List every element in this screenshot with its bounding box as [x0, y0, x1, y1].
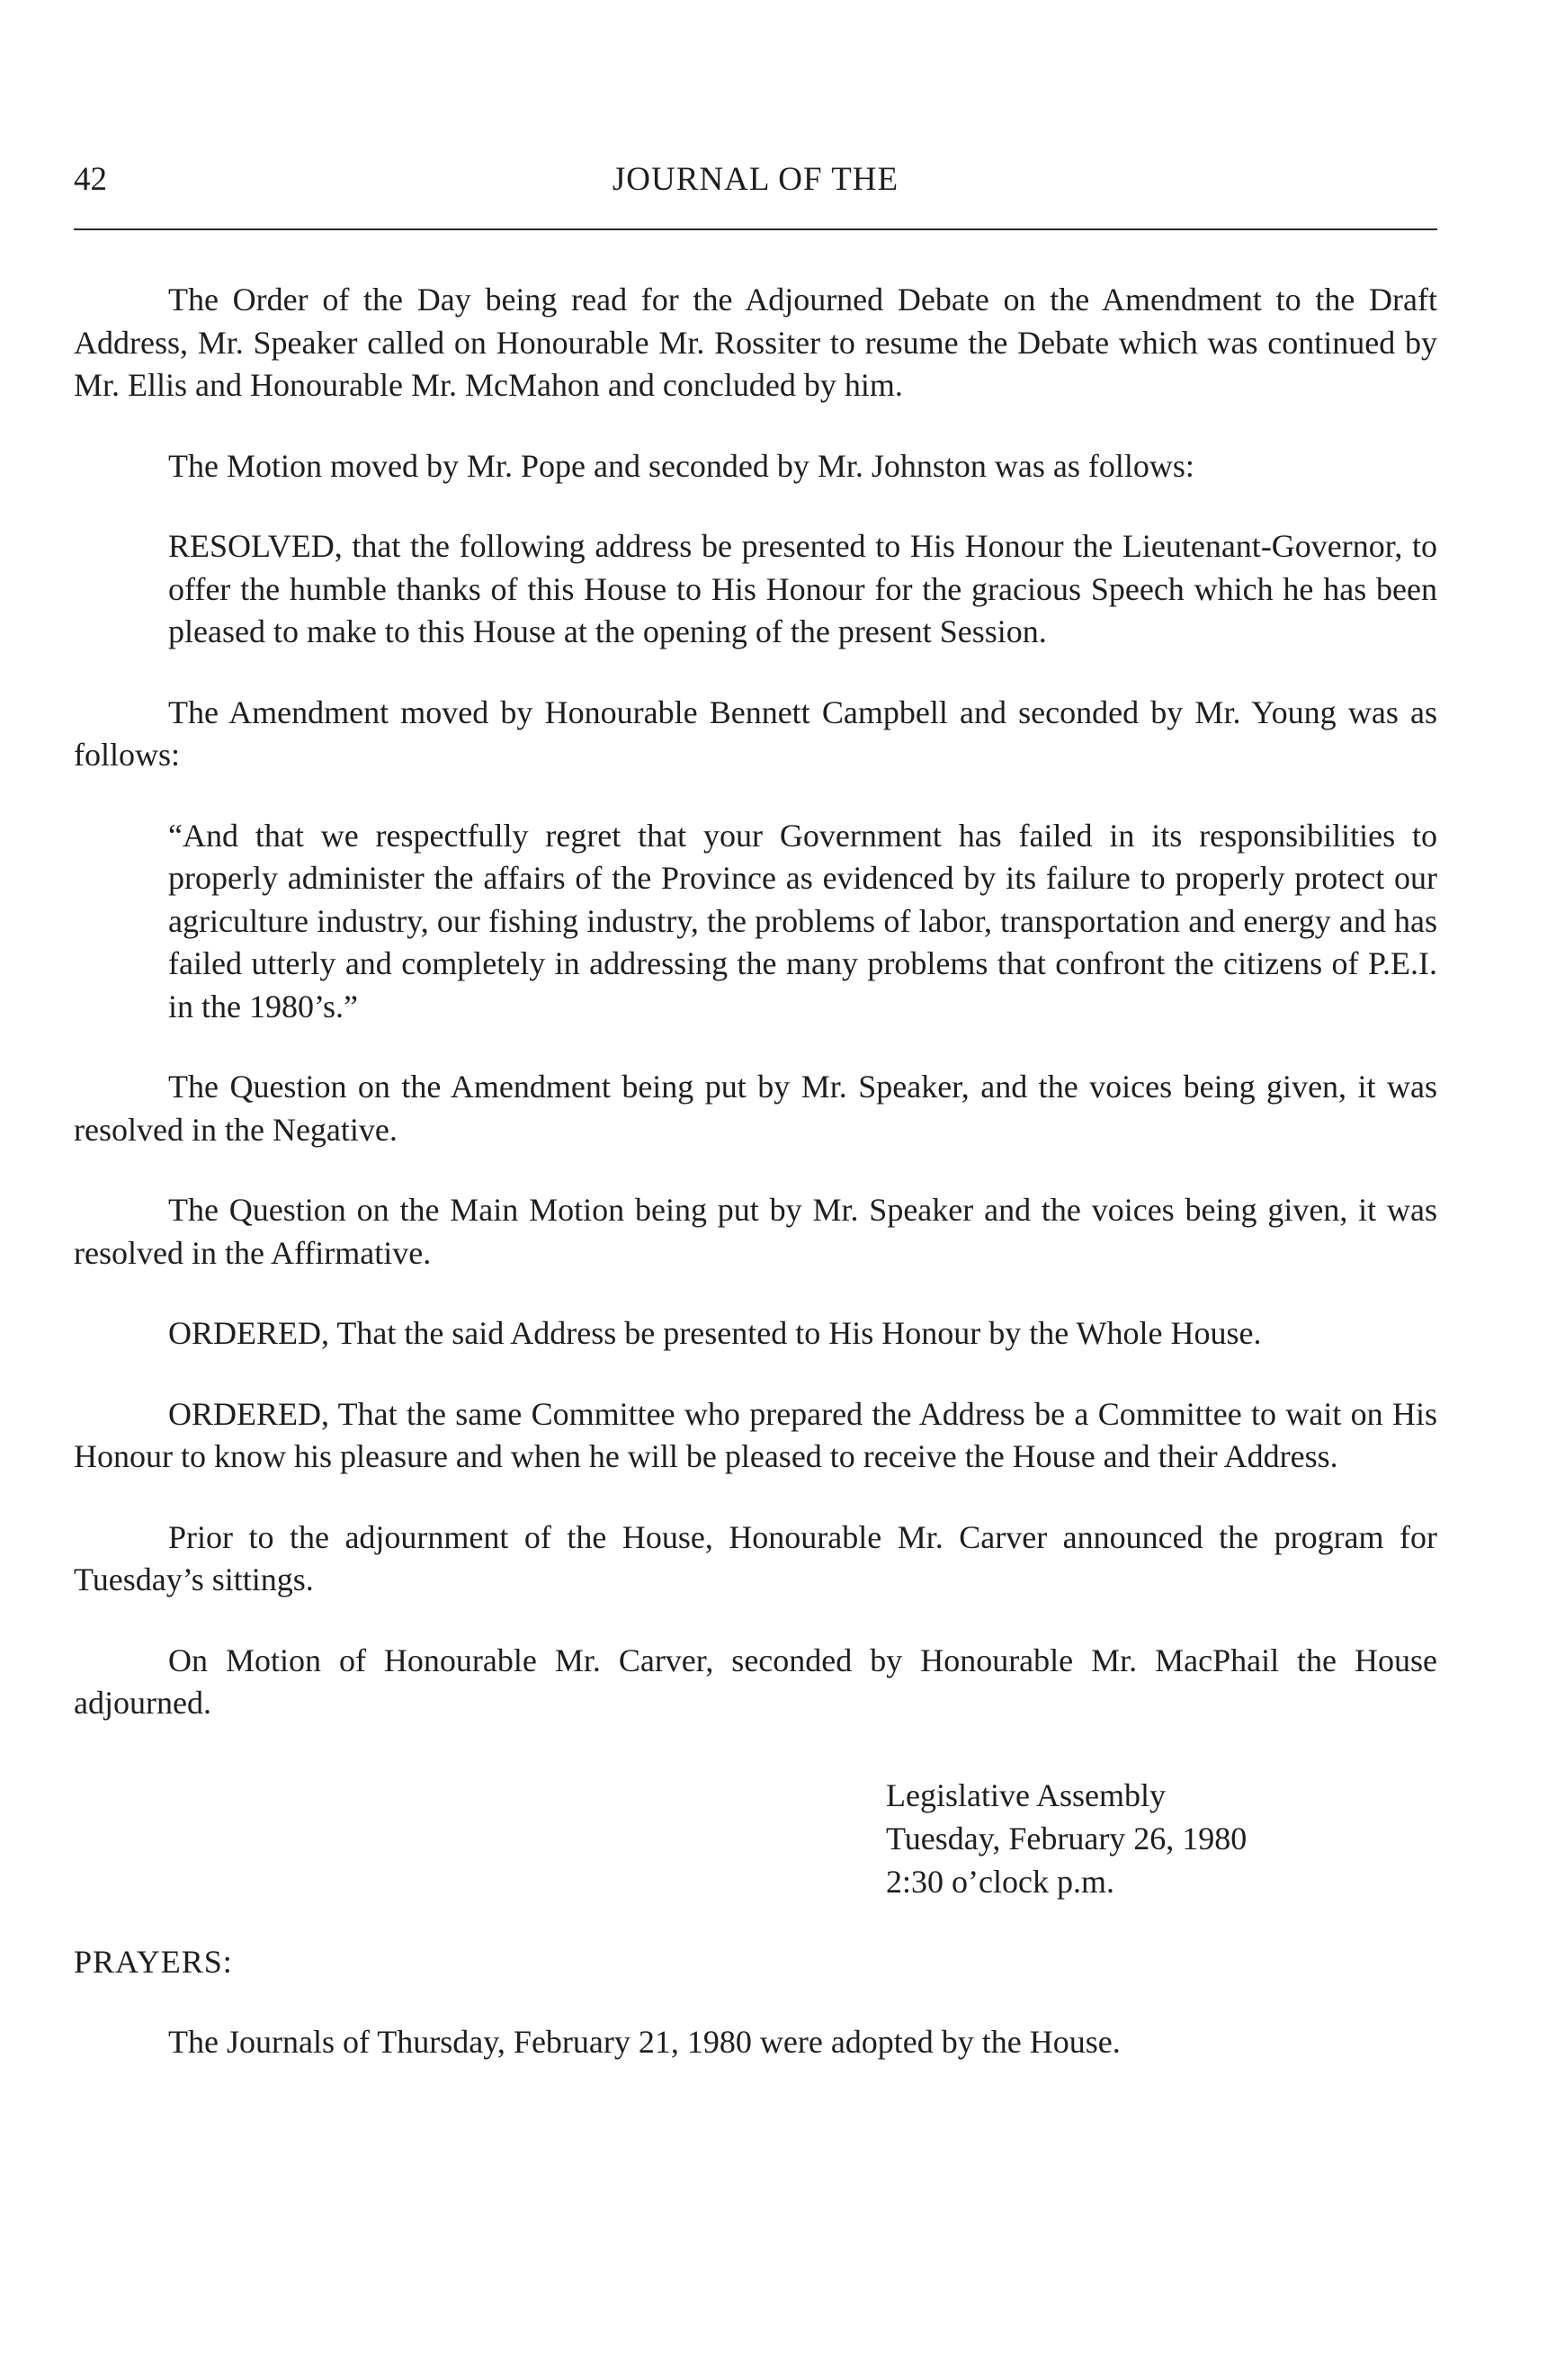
- paragraph-main-motion-vote: The Question on the Main Motion being put by Mr. Speaker and the voices being given, it was resolved in the Affirmative.: [74, 1192, 1437, 1271]
- paragraph-order-address: ORDERED, That the said Address be presented to His Honour by the Whole House.: [168, 1315, 1262, 1351]
- sitting-time: 2:30 o’clock p.m.: [886, 1863, 1114, 1900]
- paragraph-journals-adopted: The Journals of Thursday, February 21, 1980 were adopted by the House.: [168, 2024, 1121, 2060]
- journal-page: [74, 151, 1437, 2060]
- header-rule: [74, 228, 1437, 230]
- page-header: [74, 151, 1437, 209]
- sitting-body: Legislative Assembly: [886, 1776, 1166, 1813]
- paragraph-amendment-vote: The Question on the Amendment being put by Mr. Speaker, and the voices being given, it was resolved in the Negative.: [74, 1069, 1437, 1148]
- journal-body: [74, 279, 1437, 2102]
- paragraph-program-announcement: Prior to the adjournment of the House, Honourable Mr. Carver announced the program for Tuesday’s sittings.: [74, 1518, 1437, 1597]
- paragraph-adjourned-debate: The Order of the Day being read for the Adjourned Debate on the Amendment to the Draft Address, Mr. Speaker called on Honourable Mr. Rossiter to resume the Debate which was continued by Mr. Ellis and Honourable Mr. McMahon and concluded by him.: [74, 282, 1437, 403]
- prayers-heading: PRAYERS:: [74, 1943, 233, 1980]
- paragraph-resolution: RESOLVED, that the following address be presented to His Honour the Lieutenant-Governor, to offer the humble thanks of this House to His Honour for the gracious Speech which he has been pleased to make to this House at the opening of the present Session.: [168, 528, 1437, 649]
- paragraph-adjournment: On Motion of Honourable Mr. Carver, seconded by Honourable Mr. MacPhail the House adjourned.: [74, 1642, 1437, 1721]
- paragraph-amendment-text: “And that we respectfully regret that your Government has failed in its responsibilities to properly administer the affairs of the Province as evidenced by its failure to properly protect our agriculture industry, our fishing industry, the problems of labor, transportation and energy and has failed utterly and completely in addressing the many problems that confront the citizens of P.E.I. in the 1980’s.”: [168, 817, 1437, 1024]
- paragraph-motion-intro: The Motion moved by Mr. Pope and seconded by Mr. Johnston was as follows:: [168, 447, 1194, 484]
- sitting-date: Tuesday, February 26, 1980: [886, 1820, 1248, 1857]
- sitting-block: [886, 1774, 1437, 1903]
- paragraph-amendment-intro: The Amendment moved by Honourable Bennett Campbell and seconded by Mr. Young was as follows:: [74, 693, 1437, 773]
- page-number: 42: [74, 161, 107, 198]
- paragraph-order-committee: ORDERED, That the same Committee who prepared the Address be a Committee to wait on His Honour to know his pleasure and when he will be pleased to receive the House and their Address.: [74, 1395, 1437, 1474]
- running-head: JOURNAL OF THE: [612, 161, 899, 198]
